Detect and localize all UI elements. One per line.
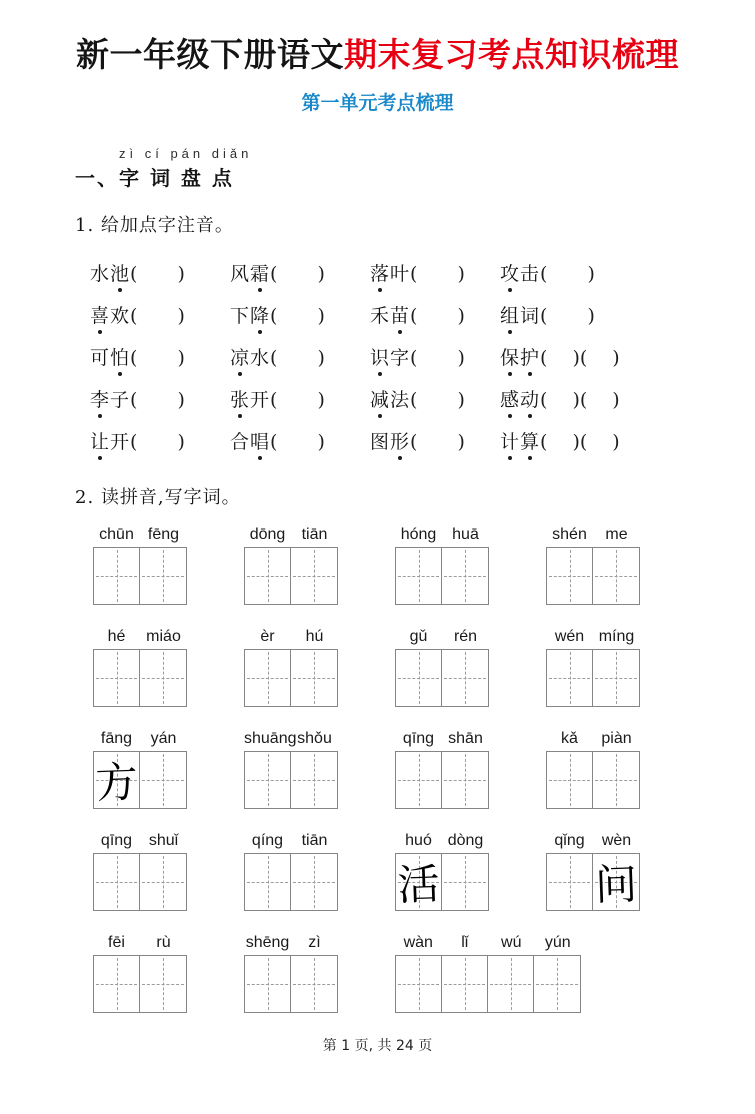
pinyin-syllable: tiān	[301, 831, 328, 849]
pinyin-syllable: wú	[501, 933, 522, 951]
dotted-char: 池	[110, 259, 130, 286]
word-char: 欢	[110, 304, 131, 327]
word-text	[230, 347, 270, 369]
writing-cell	[442, 650, 488, 706]
pinyin-syllable: shǒu	[297, 729, 332, 747]
word-item	[230, 427, 370, 454]
word-text	[370, 389, 410, 411]
writing-boxes	[546, 547, 640, 605]
word-write-group	[546, 627, 640, 707]
grid-row	[93, 933, 755, 1013]
word-item	[230, 343, 370, 370]
pinyin-syllable: piàn	[601, 729, 632, 747]
close-paren: )	[612, 346, 620, 369]
pinyin-label	[244, 933, 338, 952]
word-write-group	[395, 627, 489, 707]
dotted-char: 护	[520, 343, 540, 370]
open-paren: (	[270, 262, 278, 285]
pinyin-label	[93, 729, 187, 748]
writing-boxes	[546, 853, 640, 911]
pinyin-syllable: qǐng	[554, 831, 585, 849]
pinyin-syllable: míng	[598, 627, 635, 645]
word-write-group	[546, 831, 640, 911]
close-paren: )	[317, 304, 325, 327]
writing-cell	[291, 650, 337, 706]
section1-heading	[75, 146, 755, 191]
word-item	[230, 259, 370, 286]
pinyin-label	[93, 525, 187, 544]
word-item	[370, 427, 500, 454]
writing-cell	[593, 548, 639, 604]
word-item	[500, 301, 595, 328]
writing-cell	[94, 548, 140, 604]
word-write-group	[93, 627, 187, 707]
word-item	[230, 301, 370, 328]
pinyin-syllable: zì	[308, 933, 321, 951]
word-write-group	[244, 831, 338, 911]
writing-cell	[534, 956, 580, 1012]
word-item	[370, 301, 500, 328]
handwritten-char: 活	[396, 858, 441, 910]
dotted-char: 让	[90, 427, 110, 454]
word-text	[230, 263, 270, 285]
worksheet-page	[0, 34, 755, 1055]
word-char: 风	[230, 262, 251, 285]
pinyin-label	[395, 525, 489, 544]
word-item	[370, 385, 500, 412]
dotted-char: 唱	[250, 427, 270, 454]
word-item	[90, 343, 230, 370]
pinyin-syllable: wàn	[403, 933, 433, 951]
pinyin-syllable: me	[605, 525, 628, 543]
writing-cell	[140, 956, 186, 1012]
writing-cell	[593, 854, 639, 910]
word-item	[500, 385, 620, 412]
handwritten-char: 方	[94, 756, 139, 808]
section1-heading-pinyin: zì cí pán diǎn	[119, 145, 253, 161]
close-paren: )	[612, 388, 620, 411]
word-row	[90, 343, 755, 385]
word-item	[500, 343, 620, 370]
word-char: 水	[90, 262, 111, 285]
dotted-char: 攻	[500, 259, 520, 286]
word-write-group	[395, 831, 489, 911]
page-number: 第 1 页, 共 24 页	[322, 1037, 433, 1054]
word-text	[500, 431, 540, 453]
dotted-char: 保	[500, 343, 520, 370]
pinyin-syllable: hé	[107, 627, 126, 645]
word-char: 图	[370, 430, 391, 453]
pinyin-label	[244, 831, 338, 850]
open-paren: (	[130, 388, 138, 411]
pinyin-syllable: huā	[452, 525, 479, 543]
writing-cell	[442, 854, 488, 910]
word-text	[90, 389, 130, 411]
writing-cell	[396, 752, 442, 808]
pinyin-syllable: qīng	[100, 831, 133, 849]
pinyin-syllable: lǐ	[461, 933, 469, 951]
open-paren: (	[579, 388, 588, 411]
close-paren: )	[587, 304, 595, 327]
handwritten-char: 问	[594, 858, 638, 910]
close-paren: )	[317, 430, 325, 453]
grid-row	[93, 525, 755, 605]
writing-cell	[94, 854, 140, 910]
word-write-group	[93, 729, 187, 809]
writing-cell	[442, 752, 488, 808]
word-item	[90, 385, 230, 412]
writing-cell	[140, 650, 186, 706]
word-item	[90, 301, 230, 328]
writing-cell	[94, 650, 140, 706]
character-writing-exercise	[0, 525, 755, 1013]
close-paren: )	[177, 262, 185, 285]
word-char: 可	[90, 346, 111, 369]
grid-row	[93, 831, 755, 911]
close-paren: )	[317, 388, 325, 411]
pinyin-syllable: gǔ	[409, 627, 428, 645]
question1-instruction: 1. 给加点字注音。	[75, 214, 234, 236]
writing-boxes	[395, 649, 489, 707]
word-char: 子	[110, 388, 131, 411]
section1-heading-text: 一、字 词 盘 点	[75, 165, 234, 190]
writing-boxes	[244, 751, 338, 809]
close-paren: )	[177, 430, 185, 453]
pinyin-label	[244, 729, 338, 748]
close-paren: )	[572, 430, 580, 453]
word-item	[500, 427, 620, 454]
word-write-group	[244, 525, 338, 605]
word-row	[90, 259, 755, 301]
writing-boxes	[395, 547, 489, 605]
word-write-group	[93, 933, 187, 1013]
pinyin-syllable: èr	[260, 627, 275, 645]
close-paren: )	[587, 262, 595, 285]
word-text	[500, 305, 540, 327]
open-paren: (	[540, 346, 548, 369]
open-paren: (	[579, 430, 588, 453]
open-paren: (	[130, 346, 138, 369]
close-paren: )	[177, 388, 185, 411]
pinyin-syllable: yán	[150, 729, 177, 747]
pinyin-syllable: qīng	[402, 729, 435, 747]
writing-boxes	[93, 751, 187, 809]
pinyin-label	[546, 627, 640, 646]
writing-boxes	[244, 649, 338, 707]
open-paren: (	[540, 388, 548, 411]
writing-cell	[245, 752, 291, 808]
writing-boxes	[93, 547, 187, 605]
grid-row	[93, 627, 755, 707]
writing-cell	[291, 548, 337, 604]
pinyin-syllable: wén	[554, 627, 585, 645]
pinyin-syllable: dōng	[249, 525, 286, 543]
writing-cell	[140, 854, 186, 910]
writing-boxes	[244, 547, 338, 605]
writing-cell	[245, 650, 291, 706]
pinyin-syllable: tiān	[301, 525, 328, 543]
writing-boxes	[93, 955, 187, 1013]
page-title	[0, 34, 755, 77]
word-row	[90, 385, 755, 427]
dotted-char: 形	[390, 427, 410, 454]
open-paren: (	[130, 304, 138, 327]
dotted-char: 李	[90, 385, 110, 412]
word-char: 开	[250, 388, 271, 411]
close-paren: )	[572, 346, 580, 369]
word-text	[370, 305, 410, 327]
pinyin-syllable: hóng	[400, 525, 437, 543]
pinyin-syllable: shuāng	[244, 729, 297, 747]
word-text	[90, 263, 130, 285]
pinyin-syllable: shēng	[245, 933, 290, 951]
open-paren: (	[130, 430, 138, 453]
close-paren: )	[457, 304, 465, 327]
word-write-group	[93, 525, 187, 605]
word-char: 禾	[370, 304, 391, 327]
dotted-char: 减	[370, 385, 390, 412]
pinyin-label	[93, 831, 187, 850]
pinyin-label	[546, 729, 640, 748]
pinyin-syllable: qíng	[251, 831, 284, 849]
pinyin-label	[395, 729, 489, 748]
writing-cell	[547, 854, 593, 910]
writing-boxes	[93, 649, 187, 707]
word-item	[370, 343, 500, 370]
word-text	[370, 263, 410, 285]
question2-instruction: 2. 读拼音,写字词。	[75, 486, 241, 508]
pinyin-syllable: shén	[552, 525, 587, 543]
close-paren: )	[457, 346, 465, 369]
writing-cell	[442, 548, 488, 604]
open-paren: (	[540, 262, 548, 285]
dotted-char: 喜	[90, 301, 110, 328]
close-paren: )	[457, 262, 465, 285]
word-write-group	[93, 831, 187, 911]
word-char: 字	[390, 346, 411, 369]
grid-row	[93, 729, 755, 809]
pinyin-syllable: fāng	[100, 729, 133, 747]
word-item	[230, 385, 370, 412]
word-text	[370, 347, 410, 369]
open-paren: (	[579, 346, 588, 369]
unit-subtitle: 第一单元考点梳理	[301, 91, 454, 114]
open-paren: (	[270, 388, 278, 411]
word-text	[500, 263, 540, 285]
writing-boxes	[395, 751, 489, 809]
writing-boxes	[244, 955, 338, 1013]
writing-cell	[547, 548, 593, 604]
writing-cell	[396, 854, 442, 910]
writing-boxes	[546, 649, 640, 707]
word-item	[370, 259, 500, 286]
word-item	[500, 259, 595, 286]
writing-cell	[94, 956, 140, 1012]
writing-cell	[547, 752, 593, 808]
dotted-char: 怕	[110, 343, 130, 370]
pinyin-label	[93, 627, 187, 646]
writing-cell	[140, 752, 186, 808]
word-text	[230, 431, 270, 453]
pinyin-label	[546, 831, 640, 850]
close-paren: )	[457, 430, 465, 453]
word-text	[500, 347, 540, 369]
dotted-char: 落	[370, 259, 390, 286]
dotted-char: 识	[370, 343, 390, 370]
writing-cell	[593, 752, 639, 808]
pinyin-label	[244, 627, 338, 646]
writing-cell	[442, 956, 488, 1012]
writing-cell	[396, 650, 442, 706]
close-paren: )	[177, 346, 185, 369]
open-paren: (	[130, 262, 138, 285]
title-course-part: 新一年级下册语文	[76, 35, 344, 74]
pinyin-syllable: shān	[448, 729, 483, 747]
word-write-group	[395, 933, 581, 1013]
open-paren: (	[410, 262, 418, 285]
pinyin-label	[244, 525, 338, 544]
dotted-char: 动	[520, 385, 540, 412]
pinyin-syllable: fēng	[147, 525, 180, 543]
dotted-char: 苗	[390, 301, 410, 328]
writing-cell	[245, 956, 291, 1012]
writing-cell	[94, 752, 140, 808]
word-text	[500, 389, 540, 411]
word-text	[90, 347, 130, 369]
dotted-char: 降	[250, 301, 270, 328]
close-paren: )	[317, 346, 325, 369]
writing-cell	[291, 956, 337, 1012]
close-paren: )	[177, 304, 185, 327]
pinyin-syllable: dòng	[447, 831, 484, 849]
word-char: 词	[520, 304, 541, 327]
open-paren: (	[410, 304, 418, 327]
word-text	[230, 389, 270, 411]
pinyin-syllable: kǎ	[561, 729, 578, 747]
dotted-char: 霜	[250, 259, 270, 286]
pinyin-syllable: shuǐ	[148, 831, 179, 849]
word-text	[90, 431, 130, 453]
writing-boxes	[244, 853, 338, 911]
open-paren: (	[270, 304, 278, 327]
word-write-group	[395, 729, 489, 809]
pinyin-syllable: hú	[305, 627, 324, 645]
dotted-char: 组	[500, 301, 520, 328]
pinyin-syllable: chūn	[99, 525, 134, 543]
word-write-group	[244, 729, 338, 809]
pinyin-label	[395, 831, 489, 850]
writing-boxes	[93, 853, 187, 911]
writing-cell	[291, 752, 337, 808]
word-char: 开	[110, 430, 131, 453]
pinyin-label	[395, 933, 581, 952]
writing-boxes	[395, 955, 581, 1013]
writing-cell	[140, 548, 186, 604]
open-paren: (	[410, 388, 418, 411]
word-text	[90, 305, 130, 327]
dotted-char: 算	[520, 427, 540, 454]
word-char: 击	[520, 262, 541, 285]
open-paren: (	[540, 304, 548, 327]
writing-cell	[245, 854, 291, 910]
word-write-group	[546, 729, 640, 809]
open-paren: (	[410, 346, 418, 369]
pinyin-syllable: rén	[453, 627, 478, 645]
dotted-char: 计	[500, 427, 520, 454]
open-paren: (	[540, 430, 548, 453]
dotted-char: 张	[230, 385, 250, 412]
word-char: 水	[250, 346, 271, 369]
writing-boxes	[395, 853, 489, 911]
dotted-char: 感	[500, 385, 520, 412]
word-char: 合	[230, 430, 251, 453]
pinyin-syllable: huó	[405, 831, 432, 849]
writing-cell	[245, 548, 291, 604]
pinyin-label	[546, 525, 640, 544]
dotted-char: 凉	[230, 343, 250, 370]
writing-cell	[396, 956, 442, 1012]
pinyin-syllable: fēi	[108, 933, 125, 951]
pinyin-syllable: miáo	[146, 627, 181, 645]
word-write-group	[395, 525, 489, 605]
word-item	[90, 259, 230, 286]
writing-cell	[547, 650, 593, 706]
word-write-group	[546, 525, 640, 605]
pinyin-label	[93, 933, 187, 952]
word-text	[370, 431, 410, 453]
word-write-group	[244, 933, 338, 1013]
word-char: 叶	[390, 262, 411, 285]
writing-boxes	[546, 751, 640, 809]
word-text	[230, 305, 270, 327]
pinyin-notation-exercise	[0, 259, 755, 469]
open-paren: (	[410, 430, 418, 453]
word-write-group	[244, 627, 338, 707]
writing-cell	[396, 548, 442, 604]
pinyin-syllable: yún	[544, 933, 571, 951]
close-paren: )	[317, 262, 325, 285]
writing-cell	[593, 650, 639, 706]
pinyin-syllable: wèn	[601, 831, 632, 849]
pinyin-label	[395, 627, 489, 646]
close-paren: )	[572, 388, 580, 411]
open-paren: (	[270, 346, 278, 369]
close-paren: )	[612, 430, 620, 453]
word-item	[90, 427, 230, 454]
open-paren: (	[270, 430, 278, 453]
word-char: 下	[230, 304, 251, 327]
word-row	[90, 301, 755, 343]
writing-cell	[488, 956, 534, 1012]
pinyin-syllable: rù	[156, 933, 171, 951]
word-row	[90, 427, 755, 469]
title-topic-part: 期末复习考点知识梳理	[344, 35, 679, 74]
word-char: 法	[390, 388, 411, 411]
close-paren: )	[457, 388, 465, 411]
writing-cell	[291, 854, 337, 910]
